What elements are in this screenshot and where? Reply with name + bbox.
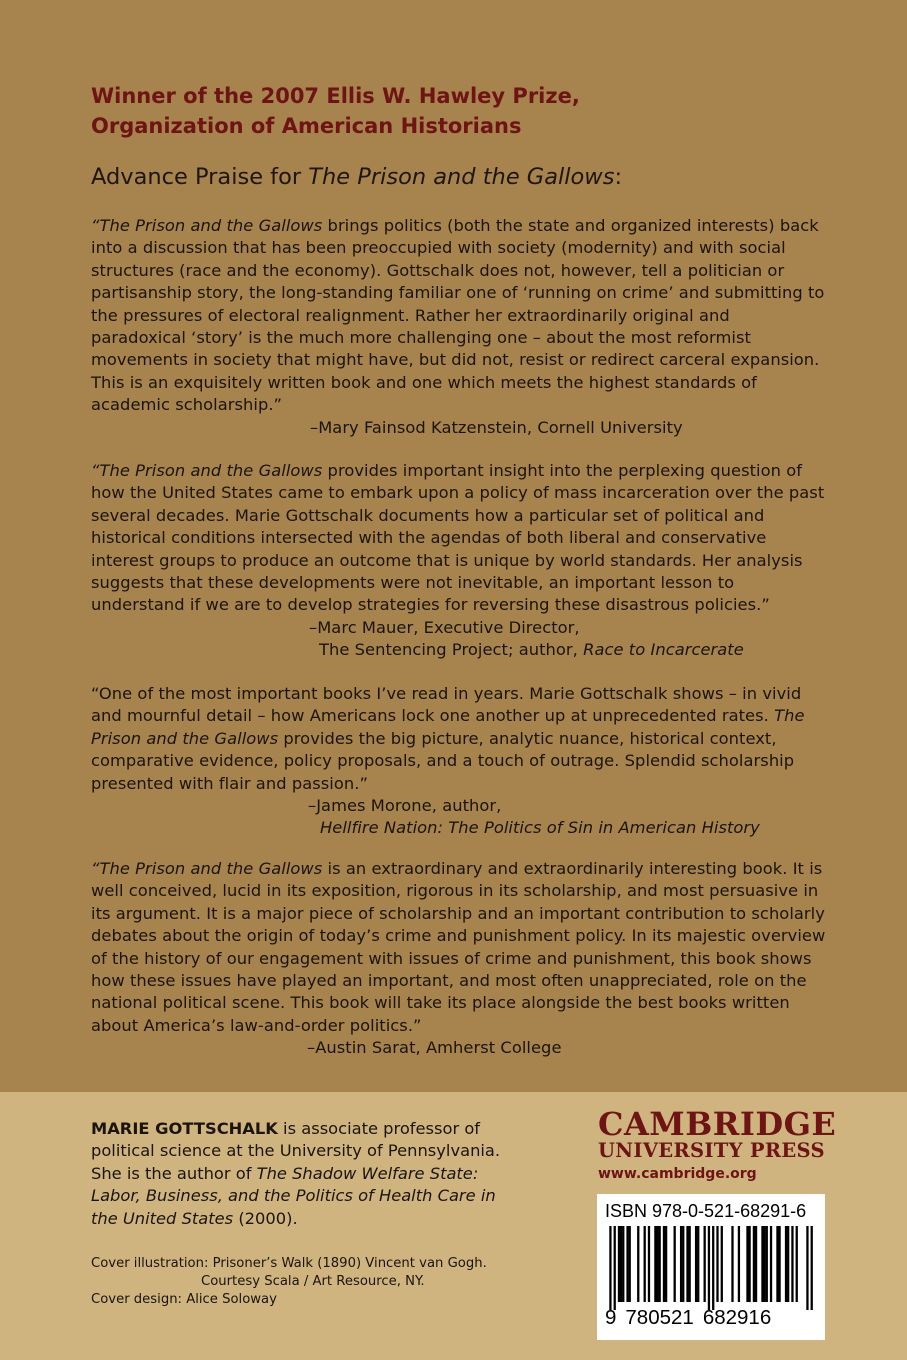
barcode-bar: [712, 1226, 714, 1310]
barcode-bar: [708, 1226, 710, 1310]
author-bio: [91, 1118, 521, 1230]
barcode-bar: [629, 1226, 631, 1302]
barcode-bar: [618, 1226, 620, 1302]
quote-text: [91, 683, 826, 795]
bio-year: (2000).: [233, 1208, 298, 1228]
quote-body-before: “One of the most important books I’ve read in years. Marie Gottschalk shows – in vivid and mournful detail – how Americans lock one another up at unprecedented rates.: [91, 684, 802, 726]
quote-book-title: “The Prison and the Gallows: [91, 216, 323, 235]
barcode-bar: [695, 1226, 697, 1302]
bio-book-title: The Shadow Welfare State: Labor, Business, and the Politics of Health Care in the United States: [91, 1163, 496, 1228]
barcode-bar: [766, 1226, 768, 1302]
barcode-digit-group-left: 780521: [625, 1306, 694, 1329]
publisher-logo: [598, 1105, 837, 1184]
quote-text: [91, 215, 826, 417]
barcode-bar: [770, 1226, 772, 1302]
prize-heading: [91, 81, 851, 141]
attribution-book-title: Race to Incarcerate: [583, 640, 744, 660]
barcode-bar: [620, 1226, 622, 1302]
credit-illustration: Cover illustration: Prisoner’s Walk (1890) Vincent van Gogh.: [91, 1256, 487, 1271]
advance-praise-heading: [91, 162, 851, 192]
barcode-bar: [746, 1226, 748, 1302]
barcode-bars: [605, 1226, 817, 1310]
quote-katzenstein: [91, 215, 826, 439]
credit-courtesy: Courtesy Scala / Art Resource, NY.: [201, 1274, 425, 1289]
barcode-bar: [644, 1226, 646, 1302]
barcode-bar: [811, 1226, 813, 1310]
author-name: MARIE GOTTSCHALK: [91, 1119, 278, 1138]
barcode-bar: [721, 1226, 723, 1302]
barcode-bar: [622, 1226, 624, 1302]
prize-line-1: Winner of the 2007 Ellis W. Hawley Prize,: [91, 84, 580, 108]
barcode-bar: [686, 1226, 688, 1302]
barcode-bar: [785, 1226, 787, 1302]
cover-credits: [91, 1255, 561, 1309]
quote-book-title: “The Prison and the Gallows: [91, 859, 323, 878]
advance-praise-title: The Prison and the Gallows: [308, 164, 615, 190]
advance-praise-suffix: :: [614, 164, 623, 190]
barcode-bar: [674, 1226, 676, 1302]
barcode-bar: [659, 1226, 661, 1302]
barcode-bar: [689, 1226, 691, 1302]
barcode-bar: [637, 1226, 639, 1302]
prize-line-2: Organization of American Historians: [91, 114, 522, 138]
quote-attribution: –James Morone, author,: [308, 796, 502, 816]
quote-attribution: –Marc Mauer, Executive Director,: [309, 617, 580, 637]
barcode-bar: [778, 1226, 780, 1302]
quote-body: provides important insight into the perplexing question of how the United States came to embark upon a policy of mass incarceration over the past several decades. Marie Gottschalk documents how a particular set of political and historical conditions intersected with the agendas of both liberal and conservative interest groups to produce an outcome that is unique by world standards. Her analysis suggests that these developments were not inevitable, an important lesson to understand if we are to develop strategies for reversing these disastrous policies.”: [91, 461, 825, 615]
barcode-bar: [663, 1226, 665, 1302]
barcode-bar: [704, 1226, 706, 1302]
barcode-bar: [680, 1226, 682, 1302]
quote-sarat: [91, 858, 826, 1060]
barcode-bar: [697, 1226, 699, 1302]
barcode-bar: [609, 1226, 611, 1310]
barcode-block: [597, 1194, 825, 1340]
quote-book-title: The Prison and the Gallows: [91, 706, 805, 748]
quote-attribution: –Austin Sarat, Amherst College: [307, 1038, 562, 1058]
barcode-bar: [614, 1226, 616, 1310]
quote-mauer: [91, 460, 826, 662]
barcode-bar: [763, 1226, 765, 1302]
barcode-bar: [776, 1226, 778, 1302]
quote-text: [91, 858, 826, 1037]
barcode-bar: [656, 1226, 658, 1302]
barcode-bar: [665, 1226, 667, 1302]
advance-praise-prefix: Advance Praise for: [91, 164, 309, 190]
barcode-bar: [806, 1226, 808, 1310]
quote-morone: [91, 683, 826, 840]
barcode-bar: [716, 1226, 718, 1302]
barcode-bar: [748, 1226, 750, 1302]
quote-body-after: provides the big picture, analytic nuance, historical context, comparative evidence, policy proposals, and a touch of outrage. Splendid scholarship presented with flair and passion.”: [91, 728, 795, 793]
quote-body: brings politics (both the state and organized interests) back into a discussion that has been preoccupied with society (modernity) and with social structures (race and the economy). Gottschalk does not, however, tell a politician or partisanship story, the long-standing familiar one of ‘running on crime’ and submitting to the pressures of electoral realignment. Rather her extraordinarily original and paradoxical ‘story’ is the much more challenging one – about the most reformist movements in society that might have, but did not, resist or redirect carceral expansion. This is an exquisitely written book and one which meets the highest standards of academic scholarship.”: [91, 216, 825, 415]
quote-attribution: –Mary Fainsod Katzenstein, Cornell University: [310, 417, 683, 437]
quote-text: [91, 460, 826, 617]
credit-design: Cover design: Alice Soloway: [91, 1292, 277, 1307]
barcode-digit-group-right: 682916: [702, 1306, 772, 1329]
barcode-bar: [791, 1226, 793, 1302]
isbn-label: ISBN 978-0-521-68291-6: [605, 1201, 807, 1221]
barcode-bar: [738, 1226, 740, 1302]
attribution-book-title: Hellfire Nation: The Politics of Sin in American History: [320, 818, 760, 838]
barcode-bar: [787, 1226, 789, 1302]
barcode-bar: [761, 1226, 763, 1302]
publisher-subtitle: UNIVERSITY PRESS: [598, 1139, 825, 1162]
bio-text: is associate professor of political science at the University of Pennsylvania. She is the author of: [91, 1119, 501, 1183]
quote-book-title: “The Prison and the Gallows: [91, 461, 323, 480]
publisher-name: CAMBRIDGE: [598, 1105, 837, 1143]
quote-attribution-line-2: [91, 817, 826, 839]
barcode-digits: [605, 1306, 780, 1330]
quote-attribution-line-2: [91, 639, 826, 661]
barcode-digit-first: 9: [605, 1306, 617, 1329]
barcode-bar: [731, 1226, 733, 1302]
barcode-bar: [626, 1226, 628, 1302]
publisher-url: www.cambridge.org: [598, 1166, 757, 1182]
barcode-bar: [648, 1226, 650, 1302]
barcode-bar: [654, 1226, 656, 1302]
barcode-bar: [682, 1226, 684, 1302]
quote-body: is an extraordinary and extraordinarily interesting book. It is well conceived, lucid in its exposition, rigorous in its scholarship, and most persuasive in its argument. It is a major piece of scholarship and an important contribution to scholarly debates about the origin of today’s crime and punishment policy. In its majestic overview of the history of our engagement with issues of crime and punishment, this book shows how these issues have played an important, and most often unappreciated, role on the national political scene. This book will take its place alongside the best books written about America’s law-and-order politics.”: [91, 859, 826, 1035]
attribution-prefix: The Sentencing Project; author,: [319, 640, 584, 660]
barcode-bar: [796, 1226, 798, 1302]
barcode-bar: [753, 1226, 755, 1302]
barcode-bar: [755, 1226, 757, 1302]
